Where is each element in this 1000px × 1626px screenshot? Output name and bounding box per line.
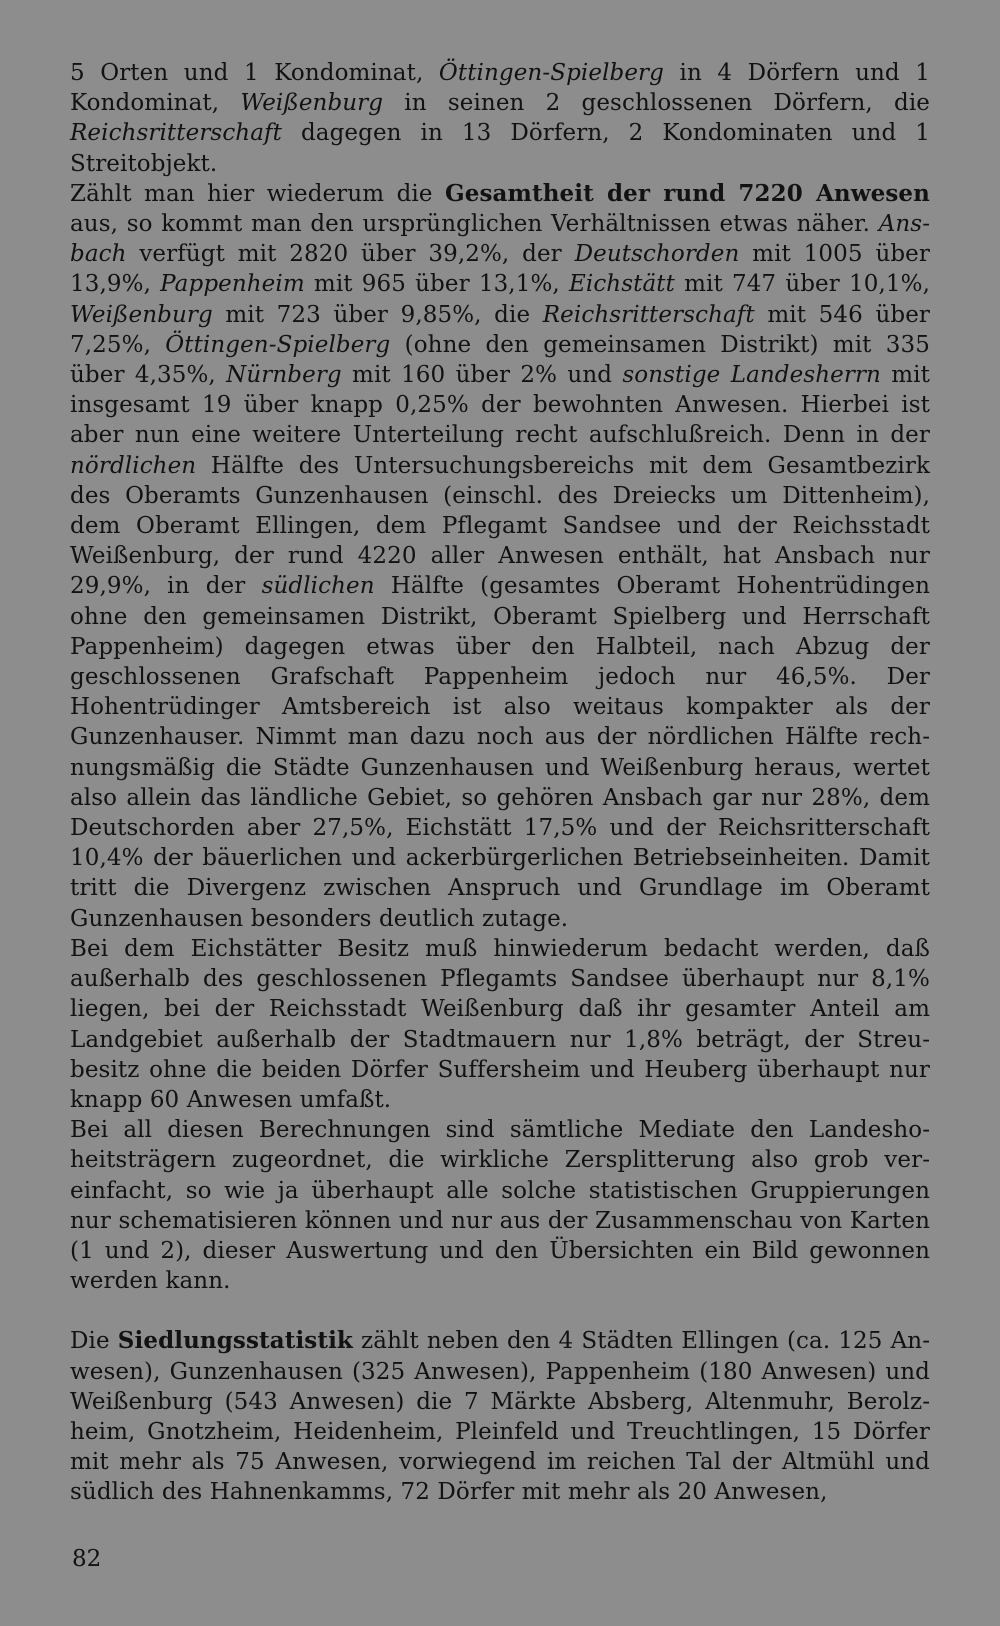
italic-term: nördlichen: [70, 452, 197, 479]
text-run: mit 160 über 2% und: [341, 362, 623, 389]
text-run: 5 Orten und 1 Kondominat,: [70, 60, 439, 86]
italic-term: Ansbach: [70, 211, 930, 268]
text-run: Die: [70, 1328, 118, 1355]
italic-term: sonstige Landesherrn: [622, 362, 881, 389]
italic-term: Nürnberg: [226, 362, 342, 389]
italic-term: Reichsritterschaft: [70, 120, 282, 147]
italic-term: Öttingen-Spielberg: [165, 331, 391, 358]
italic-term: südlichen: [261, 573, 375, 600]
text-run: mit 1005 über 13,9%,: [70, 241, 930, 298]
text-run: zählt neben den 4 Städten Ellingen (ca. 125 Anwesen), Gunzenhausen (325 Anwesen), Pappenheim (180 Anwesen) und Weißenburg (543 Anwesen) die 7 Märkte Absberg, Altenmuhr, Berolzheim, Gnotzheim, Heidenheim, Pleinfeld und Treuchtlingen, 15 Dörfer mit mehr als 75 Anwesen, vorwiegend im reichen Tal der Altmühl und südlich des Hahnenkamms, 72 Dörfer mit mehr als 20 Anwesen,: [70, 1328, 930, 1506]
text-run: Bei dem Eichstätter Besitz muß hinwiederum bedacht werden, daß außerhalb des geschlossenen Pflegamts Sandsee überhaupt nur 8,1% liegen, bei der Reichsstadt Weißenburg daß ihr gesamter Anteil am Landgebiet außerhalb der Stadtmauern nur 1,8% beträgt, der Streubesitz ohne die beiden Dörfer Suffersheim und Heuberg überhaupt nur knapp 60 Anwesen umfaßt.: [70, 935, 930, 1113]
page-number: 82: [72, 1546, 102, 1572]
italic-term: Eichstätt: [568, 271, 675, 298]
text-run: Zählt man hier wiederum die: [70, 180, 446, 207]
paragraph-eichstaetter-besitz: [70, 934, 930, 1115]
text-run: dagegen in 13 Dörfern, 2 Kondominaten und 1 Streitobjekt.: [70, 120, 930, 177]
italic-term: Deutschorden: [574, 241, 740, 268]
text-run: aus, so kommt man den ursprünglichen Verhältnissen etwas näher.: [70, 211, 879, 238]
text-run: mit 965 über 13,1%,: [304, 271, 569, 298]
text-run: mit 723 über 9,85%, die: [212, 301, 543, 328]
paragraph-orte: [70, 58, 930, 179]
text-run: mit insgesamt 19 über knapp 0,25% der bewohnten Anwesen. Hierbei ist aber nun eine weitere Unterteilung recht aufschlußreich. Denn in der: [70, 362, 930, 449]
paragraph-berechnungen: [70, 1115, 930, 1296]
text-run: (ohne den gemeinsamen Distrikt) mit 335 über 4,35%,: [70, 331, 930, 389]
bold-term: Gesamtheit der rund 7220 Anwesen: [445, 179, 930, 207]
italic-term: Weißenburg: [240, 90, 384, 117]
paragraph-gesamtheit: [70, 179, 930, 934]
text-run: Bei all diesen Berechnungen sind sämtliche Mediate den Landeshoheitsträgern zugeordnet, die wirkliche Zersplitterung also grob vereinfacht, so wie ja überhaupt alle solche statistischen Gruppierungen nur schematisieren können und nur aus der Zusammenschau von Karten (1 und 2), dieser Auswertung und den Übersichten ein Bild gewonnen werden kann.: [70, 1117, 930, 1295]
text-run: verfügt mit 2820 über 39,2%, der: [126, 241, 575, 268]
document-page: [70, 58, 930, 1508]
text-run: Hälfte (gesamtes Oberamt Hohentrüdingen ohne den gemeinsamen Distrikt, Oberamt Spielberg und Herrschaft Pappenheim) dagegen etwas über den Halbteil, nach Abzug der geschlossenen Grafschaft Pappenheim jedoch nur 46,5%. Der Hohentrüdinger Amtsbereich ist also weitaus kompakter als der Gunzenhauser. Nimmt man dazu noch aus der nördlichen Hälfte rechnungsmäßig die Städte Gunzenhausen und Weißenburg heraus, wertet also allein das ländliche Gebiet, so gehören Ansbach gar nur 28%, dem Deutschorden aber 27,5%, Eichstätt 17,5% und der Reichsritterschaft 10,4% der bäuerlichen und ackerbürgerlichen Betriebseinheiten. Damit tritt die Divergenz zwischen Anspruch und Grundlage im Oberamt Gunzenhausen besonders deutlich zutage.: [70, 573, 930, 932]
text-run: Hälfte des Untersuchungsbereichs mit dem Gesamtbezirk des Oberamts Gunzenhausen (einschl. des Dreiecks um Dittenheim), dem Oberamt Ellingen, dem Pflegamt Sandsee und der Reichsstadt Weißenburg, der rund 4220 aller Anwesen enthält, hat Ansbach nur 29,9%, in der: [70, 452, 930, 600]
italic-term: Reichsritterschaft: [542, 301, 755, 328]
italic-term: Weißenburg: [70, 301, 213, 328]
text-run: in seinen 2 geschlossenen Dörfern, die: [383, 90, 930, 117]
text-run: in 4 Dörfern und 1 Kondominat,: [70, 60, 930, 117]
text-run: mit 747 über 10,1%,: [674, 271, 930, 298]
paragraph-siedlungsstatistik: [70, 1326, 930, 1507]
italic-term: Öttingen-Spielberg: [438, 60, 664, 86]
bold-term: Siedlungsstatistik: [117, 1327, 353, 1355]
italic-term: Pappenheim: [160, 271, 305, 298]
text-run: mit 546 über 7,25%,: [70, 301, 930, 358]
